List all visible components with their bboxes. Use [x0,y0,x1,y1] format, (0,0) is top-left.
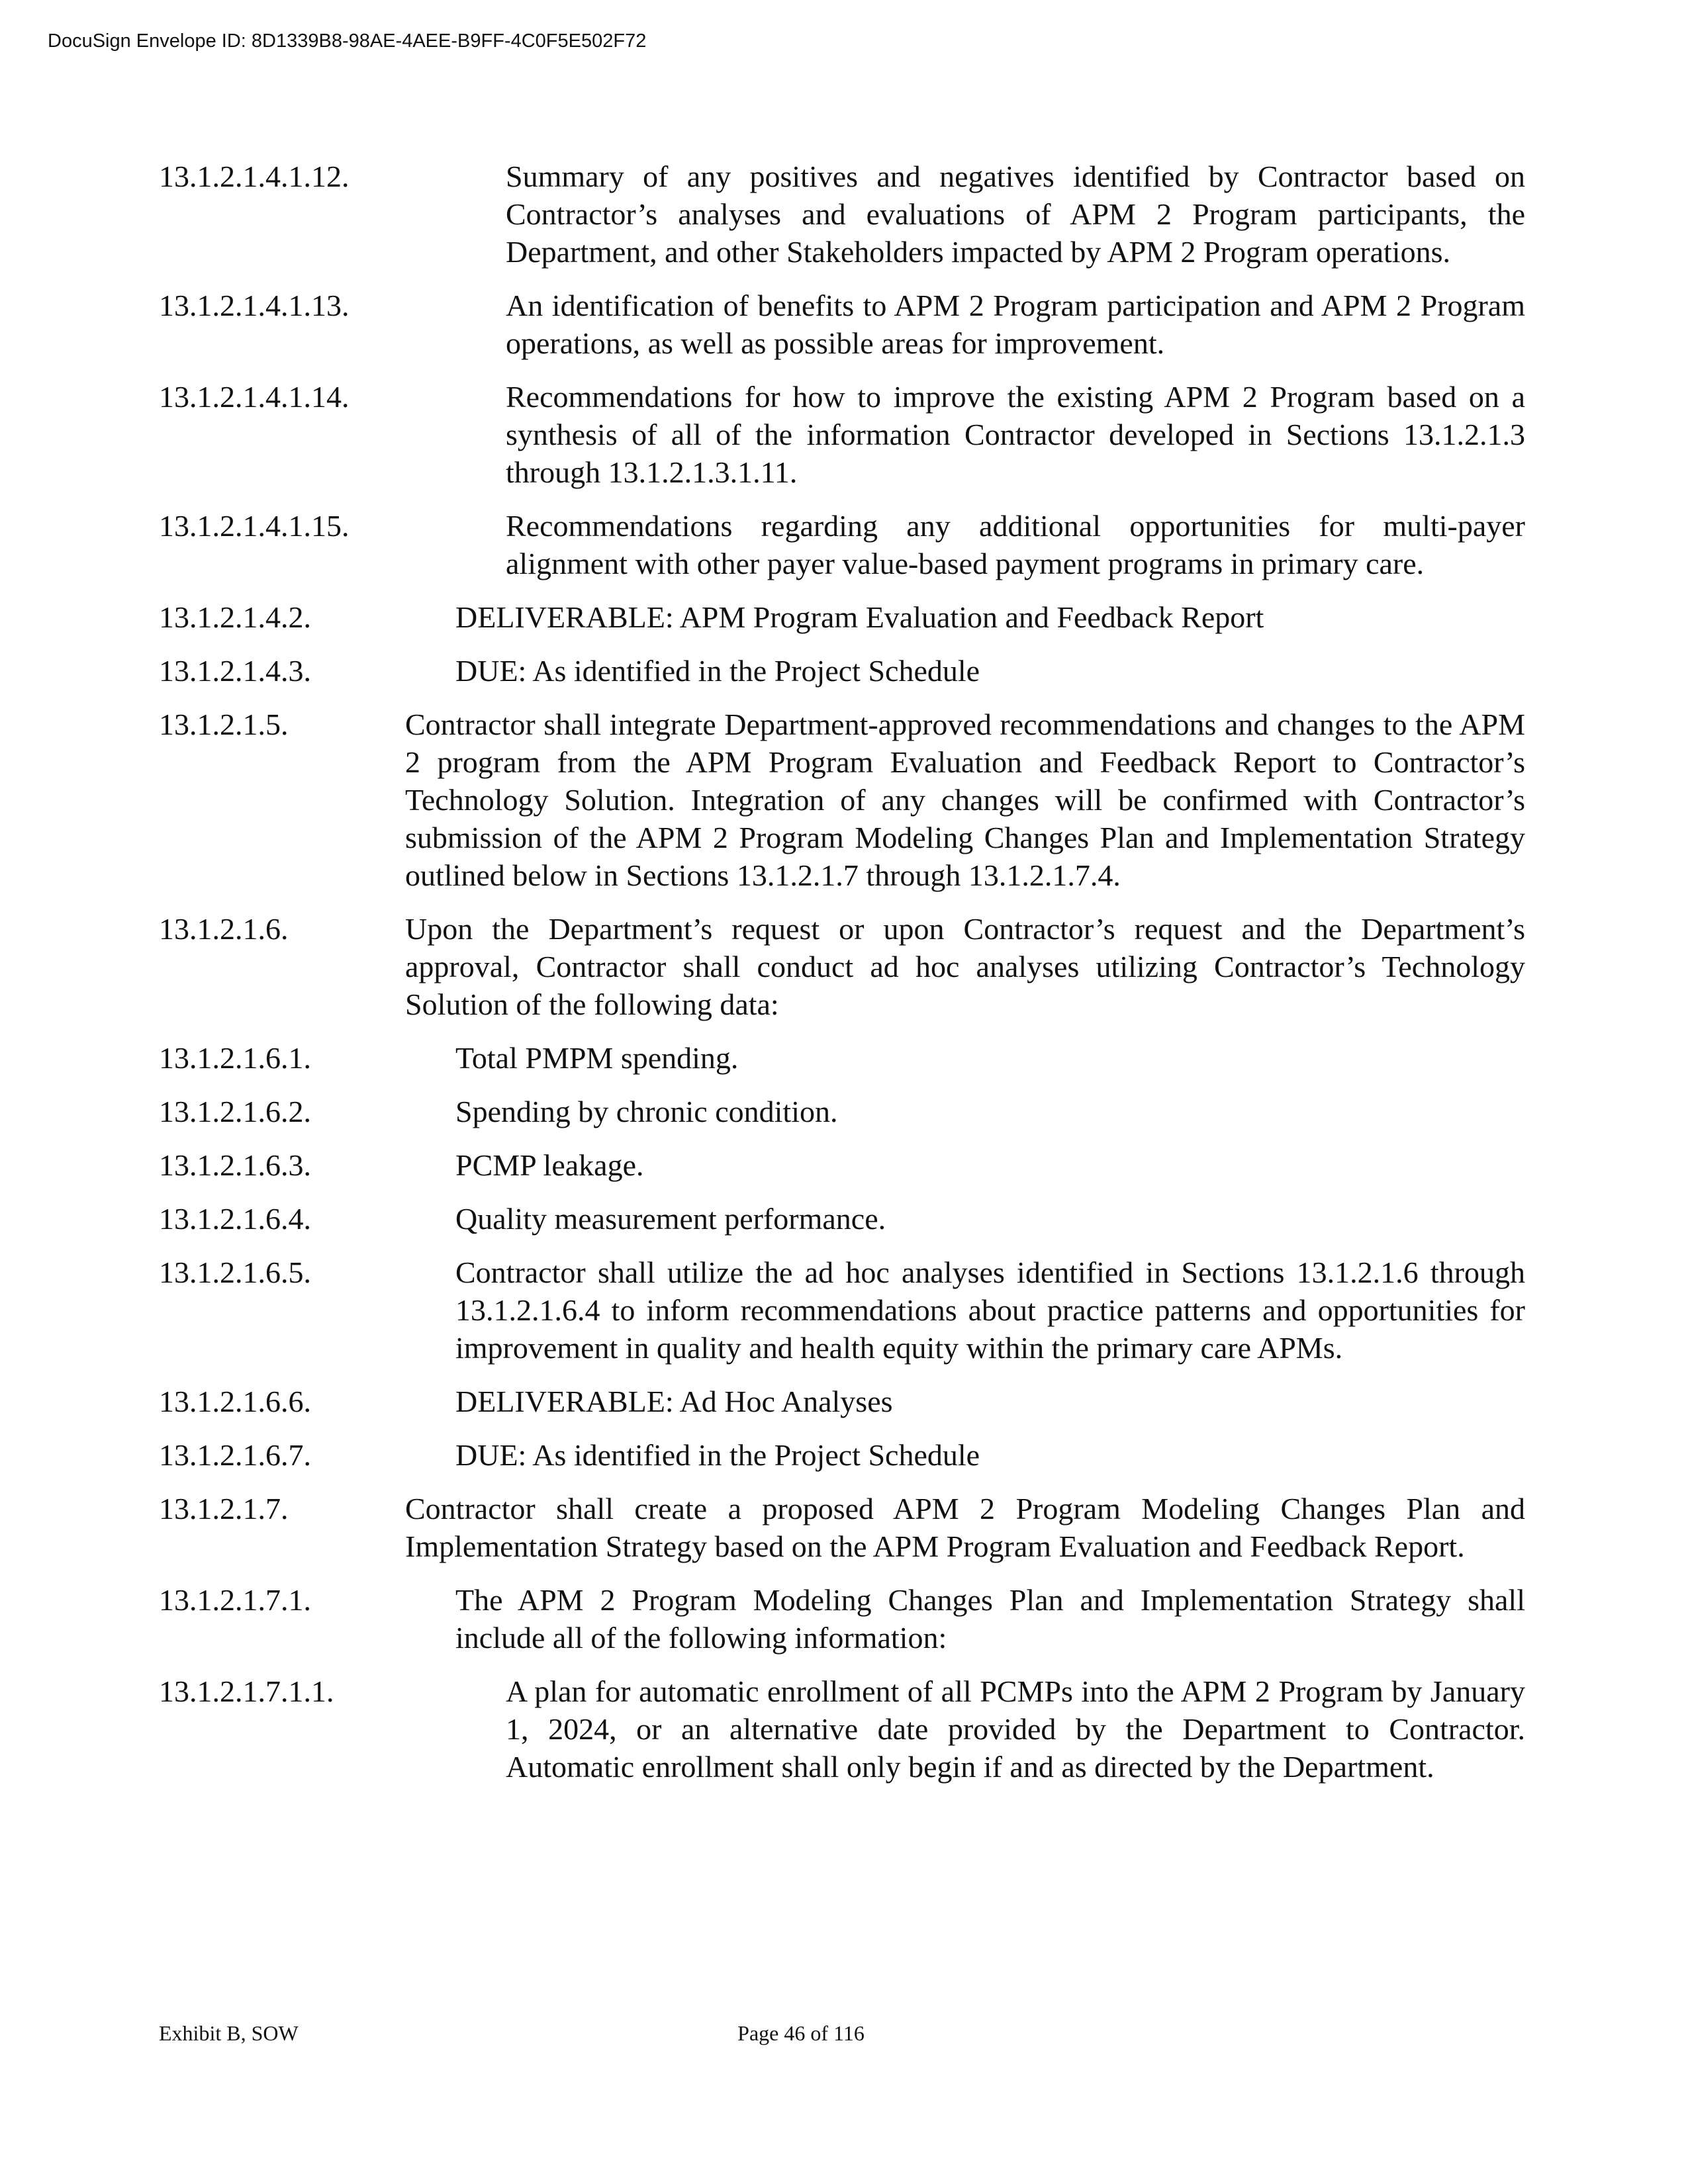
section-number: 13.1.2.1.4.1.13. [159,289,350,322]
section-13-1-2-1-7-1-1 [0,1672,1688,1786]
docusign-envelope-id: DocuSign Envelope ID: 8D1339B8-98AE-4AEE-B9FF-4C0F5E502F72 [48,30,647,52]
section-text: DUE: As identified in the Project Schedule [455,654,980,688]
section-text: A plan for automatic enrollment of all PCMPs into the APM 2 Program by January 1, 2024, or an alternative date provided by the Department to Contractor. Automatic enrollment shall only begin if and as directed by the Department. [506,1674,1525,1784]
section-text: Contractor shall integrate Department-approved recommendations and changes to the APM 2 program from the APM Program Evaluation and Feedback Report to Contractor’s Technology Solution. Integration of any changes will be confirmed with Contractor’s submission of the APM 2 Program Modeling Changes Plan and Implementation Strategy outlined below in Sections 13.1.2.1.7 through 13.1.2.1.7.4. [405,707,1525,892]
section-13-1-2-1-6 [0,910,1688,1023]
section-number: 13.1.2.1.6.3. [159,1148,311,1182]
section-13-1-2-1-6-7 [0,1436,1688,1474]
section-number: 13.1.2.1.6.4. [159,1202,311,1236]
section-13-1-2-1-6-5 [0,1253,1688,1367]
section-text: PCMP leakage. [455,1148,644,1182]
section-number: 13.1.2.1.6.6. [159,1385,311,1418]
section-text: An identification of benefits to APM 2 Program participation and APM 2 Program operations, as well as possible areas for improvement. [506,289,1525,360]
section-number: 13.1.2.1.5. [159,707,289,741]
section-13-1-2-1-6-1 [0,1039,1688,1077]
document-body [0,158,1688,1801]
section-13-1-2-1-4-1-13 [0,287,1688,362]
section-13-1-2-1-6-4 [0,1200,1688,1238]
section-number: 13.1.2.1.6. [159,912,289,946]
section-number: 13.1.2.1.7.1.1. [159,1674,334,1708]
section-text: Spending by chronic condition. [455,1095,838,1128]
section-number: 13.1.2.1.6.2. [159,1095,311,1128]
section-13-1-2-1-6-2 [0,1093,1688,1130]
footer-exhibit-label: Exhibit B, SOW [159,2021,299,2045]
section-13-1-2-1-7 [0,1490,1688,1565]
section-13-1-2-1-6-6 [0,1383,1688,1420]
section-13-1-2-1-4-1-15 [0,507,1688,582]
section-number: 13.1.2.1.4.1.15. [159,509,350,543]
section-number: 13.1.2.1.4.3. [159,654,311,688]
section-text: Total PMPM spending. [455,1041,739,1075]
section-13-1-2-1-4-1-14 [0,378,1688,491]
section-13-1-2-1-6-3 [0,1146,1688,1184]
section-13-1-2-1-4-3 [0,652,1688,690]
section-13-1-2-1-7-1 [0,1581,1688,1657]
section-text: Summary of any positives and negatives identified by Contractor based on Contractor’s analyses and evaluations of APM 2 Program participants, the Department, and other Stakeholders impacted by APM 2 Program operations. [506,159,1525,269]
section-text: Recommendations regarding any additional opportunities for multi-payer alignment with other payer value-based payment programs in primary care. [506,509,1525,580]
section-text: The APM 2 Program Modeling Changes Plan and Implementation Strategy shall include all of the following information: [455,1583,1525,1655]
section-text: Contractor shall utilize the ad hoc analyses identified in Sections 13.1.2.1.6 through 13.1.2.1.6.4 to inform recommendations about practice patterns and opportunities for improvement in quality and health equity within the primary care APMs. [455,1255,1525,1365]
section-text: DUE: As identified in the Project Schedule [455,1438,980,1472]
section-text: Recommendations for how to improve the existing APM 2 Program based on a synthesis of all of the information Contractor developed in Sections 13.1.2.1.3 through 13.1.2.1.3.1.11. [506,380,1525,489]
section-text: Contractor shall create a proposed APM 2 Program Modeling Changes Plan and Implementation Strategy based on the APM Program Evaluation and Feedback Report. [405,1492,1525,1563]
section-number: 13.1.2.1.6.5. [159,1255,311,1289]
section-13-1-2-1-5 [0,705,1688,894]
section-number: 13.1.2.1.4.1.12. [159,159,350,193]
section-13-1-2-1-4-2 [0,598,1688,636]
section-number: 13.1.2.1.4.2. [159,600,311,634]
section-text: DELIVERABLE: APM Program Evaluation and Feedback Report [455,600,1264,634]
section-number: 13.1.2.1.6.1. [159,1041,311,1075]
section-number: 13.1.2.1.6.7. [159,1438,311,1472]
section-number: 13.1.2.1.7. [159,1492,289,1525]
footer-page-number: Page 46 of 116 [737,2021,865,2045]
section-13-1-2-1-4-1-12 [0,158,1688,271]
section-number: 13.1.2.1.4.1.14. [159,380,350,414]
section-text: Quality measurement performance. [455,1202,886,1236]
section-number: 13.1.2.1.7.1. [159,1583,311,1617]
section-text: Upon the Department’s request or upon Contractor’s request and the Department’s approval, Contractor shall conduct ad hoc analyses utilizing Contractor’s Technology Solution of the following data: [405,912,1525,1021]
section-text: DELIVERABLE: Ad Hoc Analyses [455,1385,893,1418]
